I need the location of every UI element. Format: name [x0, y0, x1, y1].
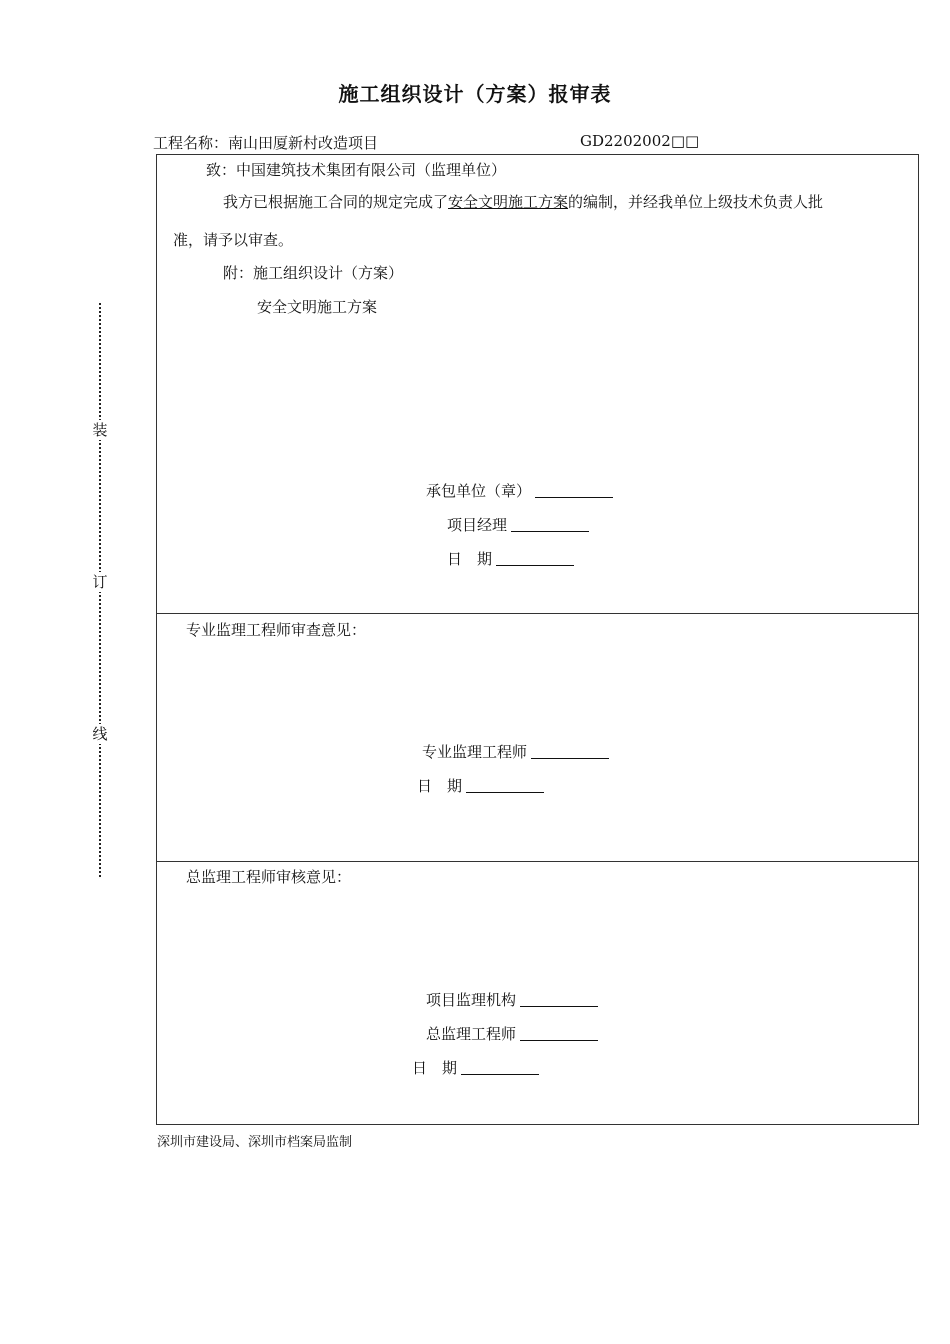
supervision-org-label: 项目监理机构 — [426, 991, 517, 1009]
chief-review-section — [157, 861, 918, 1125]
attachment-label: 附：施工组织设计（方案） — [223, 264, 404, 282]
contractor-blank[interactable] — [535, 483, 613, 498]
binding-mark-ding: 订 — [92, 573, 108, 591]
attachment-item: 安全文明施工方案 — [257, 298, 378, 316]
form-code: GD2202002□□ — [580, 132, 700, 150]
engineer-label: 专业监理工程师 — [422, 743, 528, 761]
submission-section — [157, 155, 918, 613]
chief-engineer-blank[interactable] — [520, 1026, 598, 1041]
date-row-3 — [412, 1057, 539, 1078]
binding-mark-xian: 线 — [92, 725, 108, 743]
date-label-1: 日 期 — [447, 550, 493, 568]
date-blank-2[interactable] — [466, 778, 544, 793]
manager-label: 项目经理 — [447, 516, 508, 534]
engineer-signature-row — [422, 741, 609, 762]
chief-engineer-label: 总监理工程师 — [426, 1025, 517, 1043]
engineer-blank[interactable] — [531, 744, 609, 759]
date-row-2 — [417, 775, 544, 796]
body-suffix: 的编制，并经我单位上级技术负责人批 — [568, 193, 824, 211]
contractor-label: 承包单位（章） — [426, 482, 532, 500]
binding-mark-zhuang: 装 — [92, 421, 108, 439]
chief-engineer-row — [426, 1023, 598, 1044]
submission-body-line1 — [223, 191, 823, 212]
contractor-signature-row — [426, 480, 613, 501]
date-blank-3[interactable] — [461, 1060, 539, 1075]
body-prefix: 我方已根据施工合同的规定完成了 — [223, 193, 449, 211]
date-row-1 — [447, 548, 574, 569]
manager-signature-row — [447, 514, 589, 535]
project-name: 工程名称：南山田厦新村改造项目 — [153, 134, 379, 152]
supervision-org-row — [426, 989, 598, 1010]
submission-body-line2: 准，请予以审查。 — [173, 231, 294, 249]
manager-blank[interactable] — [511, 517, 589, 532]
date-label-3: 日 期 — [412, 1059, 458, 1077]
engineer-review-heading: 专业监理工程师审查意见： — [186, 621, 367, 639]
chief-review-heading: 总监理工程师审核意见： — [186, 868, 352, 886]
review-form — [156, 154, 919, 1125]
engineer-review-section — [157, 613, 918, 861]
supervision-org-blank[interactable] — [520, 992, 598, 1007]
date-label-2: 日 期 — [417, 777, 463, 795]
plan-name-underlined: 安全文明施工方案 — [448, 193, 569, 211]
page-title: 施工组织设计（方案）报审表 — [338, 82, 612, 106]
footer-issuer: 深圳市建设局、深圳市档案局监制 — [157, 1135, 353, 1150]
recipient-line: 致：中国建筑技术集团有限公司（监理单位） — [206, 161, 507, 179]
binding-margin — [92, 303, 108, 877]
date-blank-1[interactable] — [496, 551, 574, 566]
